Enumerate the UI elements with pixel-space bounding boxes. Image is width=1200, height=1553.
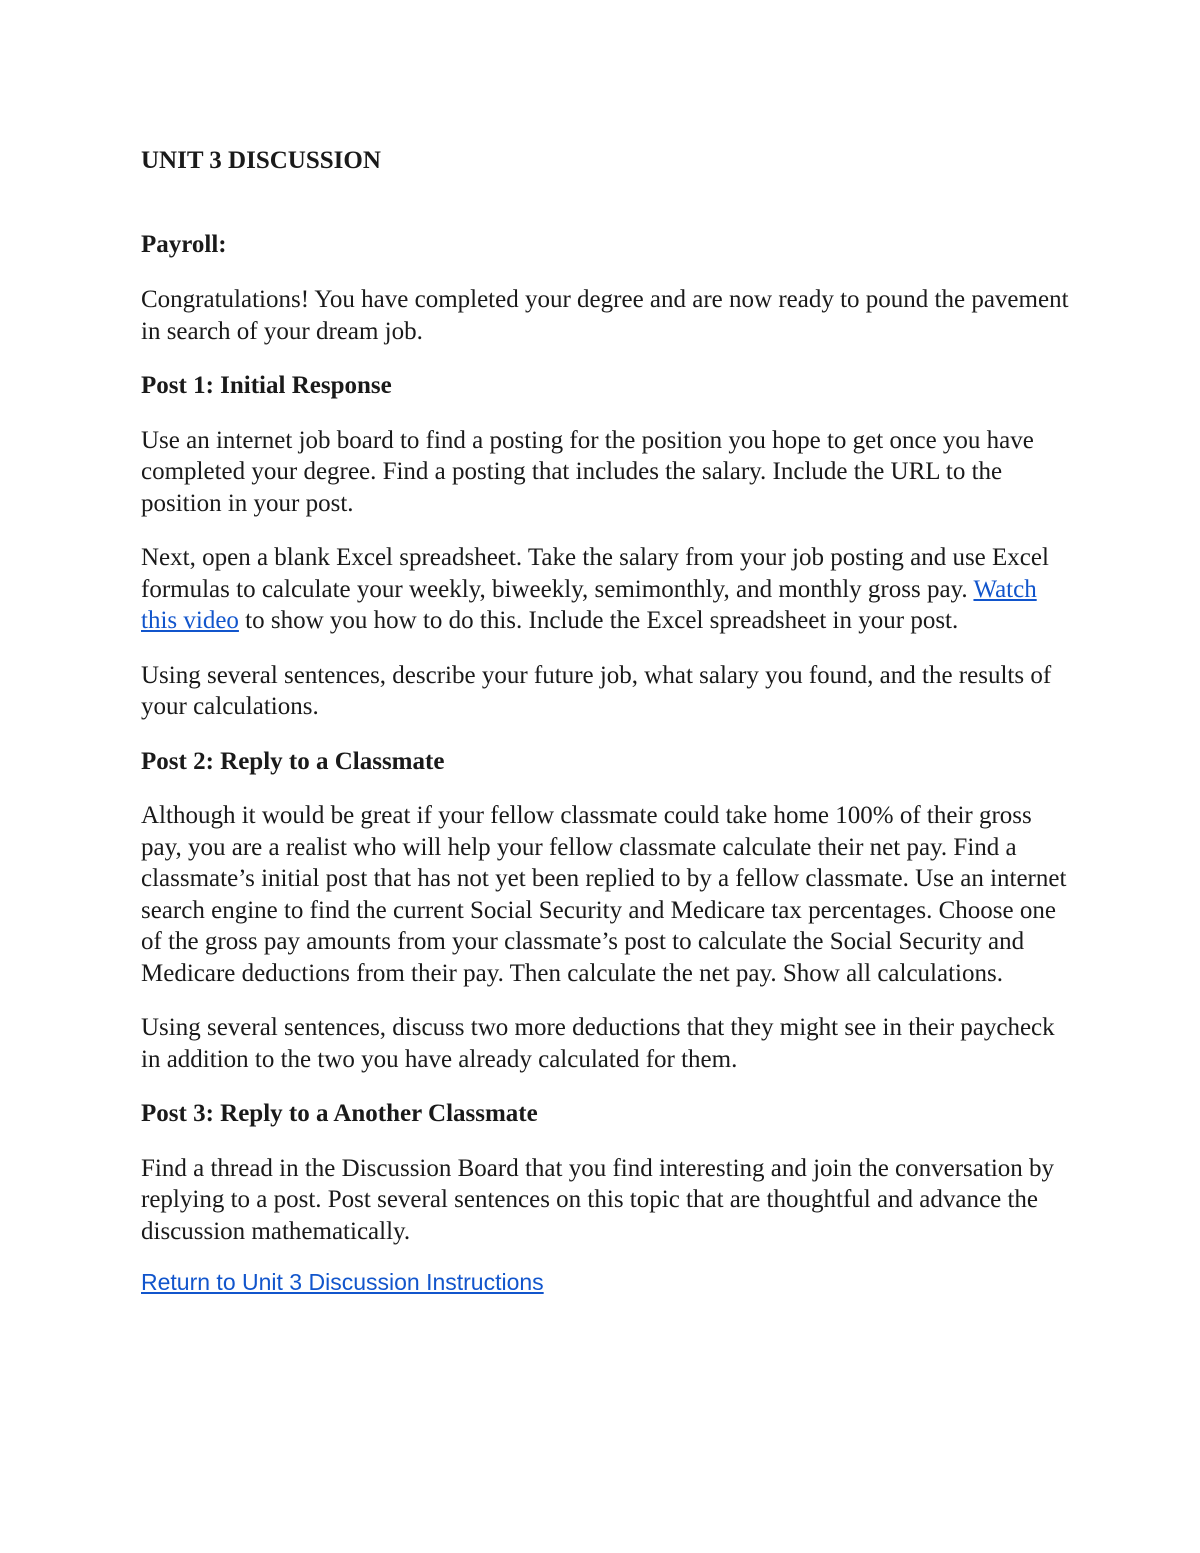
post2-paragraph-2: Using several sentences, discuss two more deductions that they might see in their paycheck in addition to the two you have already calculated for them. xyxy=(141,1014,1055,1073)
post1-paragraph-2-text-b: to show you how to do this. Include the Excel spreadsheet in your post. xyxy=(238,607,959,634)
post1-heading: Post 1: Initial Response xyxy=(141,372,392,399)
post1-paragraph-3: Using several sentences, describe your future job, what salary you found, and the results of your calculations. xyxy=(141,661,1052,720)
document-page xyxy=(141,140,1071,1299)
post3-heading: Post 3: Reply to a Another Classmate xyxy=(141,1100,538,1127)
post2-heading: Post 2: Reply to a Classmate xyxy=(141,747,445,775)
page-title: UNIT 3 DISCUSSION xyxy=(141,147,381,174)
post1-paragraph-1: Use an internet job board to find a posting for the position you hope to get once you have completed your degree. Find a posting that includes the salary. Include the URL to the position in your post. xyxy=(141,426,1034,517)
return-link-container xyxy=(141,1267,1071,1299)
post3-paragraph-1: Find a thread in the Discussion Board that you find interesting and join the conversation by replying to a post. Post several sentences on this topic that are thoughtful and advance the discussion mathematically. xyxy=(141,1154,1055,1245)
return-to-instructions-link[interactable]: Return to Unit 3 Discussion Instructions xyxy=(141,1269,544,1295)
payroll-heading: Payroll: xyxy=(141,230,227,258)
post1-paragraph-2-text-a: Next, open a blank Excel spreadsheet. Take the salary from your job posting and use Excel formulas to calculate your weekly, biweekly, semimonthly, and monthly gross pay. xyxy=(141,544,1049,603)
intro-paragraph: Congratulations! You have completed your degree and are now ready to pound the pavement in search of your dream job. xyxy=(141,286,1069,345)
post2-paragraph-1: Although it would be great if your fellow classmate could take home 100% of their gross pay, you are a realist who will help your fellow classmate calculate their net pay. Find a classmate’s initial post that has not yet been replied to by a fellow classmate. Use an internet search engine to find the current Social Security and Medicare tax percentages. Choose one of the gross pay amounts from your classmate’s post to calculate the Social Security and Medicare deductions from their pay. Then calculate the net pay. Show all calculations. xyxy=(141,802,1067,987)
watch-video-link[interactable]: Watch this video xyxy=(141,575,1037,634)
post1-paragraph-2 xyxy=(141,542,1071,637)
